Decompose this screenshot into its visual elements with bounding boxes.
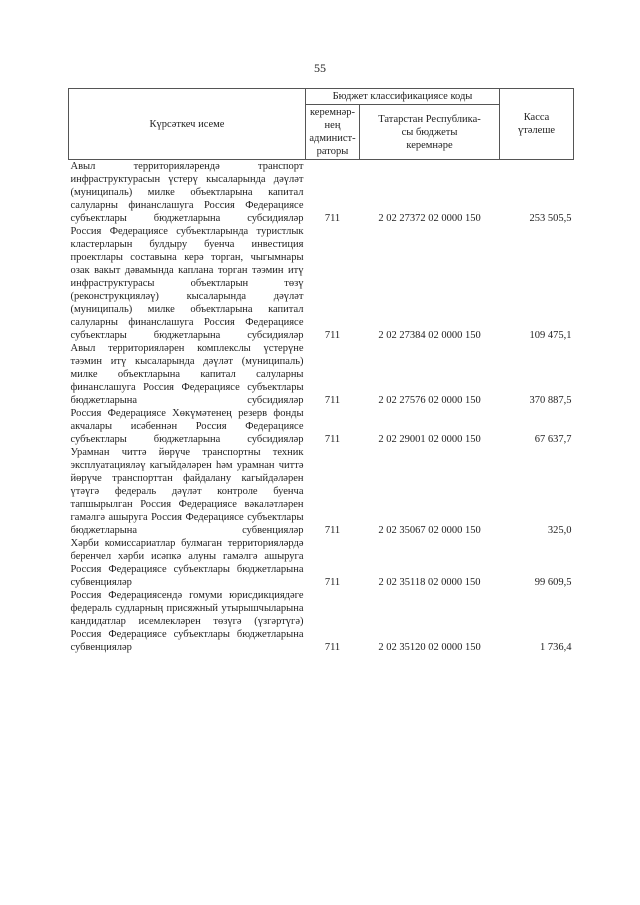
- row-admin-code: 711: [324, 213, 341, 224]
- header-revenue-line-3: керемнәре: [406, 139, 453, 151]
- table-row: [69, 407, 574, 446]
- row-revenue-code: 2 02 27372 02 0000 150: [378, 213, 481, 224]
- row-indicator-name: [69, 407, 306, 446]
- row-indicator-name: [69, 589, 306, 654]
- row-name-text: Россия Федерациясе Хөкүмәтенең резерв фонды акчалары исәбеннән Россия Федерациясе субъектлары бюджетларына субсидияләр: [70, 408, 304, 445]
- row-revenue-code: 2 02 27384 02 0000 150: [378, 330, 481, 341]
- row-name-text: Россия Федерациясендә гомуми юрисдикциядәге федераль судларның присяжный утырышчыларына кандидатлар исемлекләрен төзүгә (үзгәртүгә) Россия Федерациясе субъектлары бюджетларына субвенцияләр: [70, 590, 304, 653]
- row-cash-amount: 370 887,5: [529, 395, 572, 406]
- row-cash-amount: 109 475,1: [529, 330, 572, 341]
- table-row: [69, 537, 574, 589]
- header-admin-line-3: админист-: [309, 133, 356, 144]
- header-revenue-line-2: сы бюджеты: [401, 126, 458, 138]
- row-admin-code: 711: [324, 330, 341, 341]
- table-row: [69, 342, 574, 407]
- row-cash-amount: 67 637,7: [534, 434, 572, 445]
- header-admin-line-2: нең: [324, 120, 341, 131]
- header-revenue-administrator: [306, 105, 360, 160]
- row-revenue-code: 2 02 35067 02 0000 150: [378, 525, 481, 536]
- row-revenue-code: 2 02 27576 02 0000 150: [378, 395, 481, 406]
- table-row: [69, 225, 574, 342]
- row-name-text: Хәрби комиссариатлар булмаган территорияләрдә беренчел хәрби исәпкә алуны гамәлгә ашыруга Россия Федерациясе субъектлары бюджетларына субвенцияләр: [70, 538, 304, 588]
- row-name-text: Россия Федерациясе субъектларында туристлык кластерларын булдыру буенча инвестиция проектлары составына керә торган, чыгымнары озак вакыт дәвамында каплана торган тәэмин итү инфраструктурасы объектларын төзү (реконструкцияләү) кысаларында дәүләт (муниципаль) милке объектларына капитал салуларны финанслашуга Россия Федерациясе субъектлары бюджетларына субсидияләр: [70, 226, 304, 341]
- row-admin-code: 711: [324, 577, 341, 588]
- header-admin-line-1: керемнәр-: [309, 107, 356, 118]
- row-indicator-name: [69, 160, 306, 226]
- row-admin-code: 711: [324, 434, 341, 445]
- header-amount-line-1: Касса: [523, 112, 550, 123]
- table-header: [69, 89, 574, 160]
- row-admin-code: 711: [324, 525, 341, 536]
- row-revenue-code: 2 02 35120 02 0000 150: [378, 642, 481, 653]
- row-indicator-name: [69, 225, 306, 342]
- header-republic-budget-revenues: [360, 105, 500, 160]
- header-revenue-line-1: Татарстан Республика-: [378, 113, 481, 125]
- row-indicator-name: [69, 446, 306, 537]
- header-indicator-name: Күрсәткеч исеме: [69, 89, 306, 160]
- header-admin-line-4: раторы: [316, 146, 349, 157]
- row-indicator-name: [69, 342, 306, 407]
- header-amount-line-2: үтәлеше: [517, 125, 556, 136]
- budget-revenue-table: [68, 88, 574, 654]
- table-row: [69, 589, 574, 654]
- row-revenue-code: 2 02 35118 02 0000 150: [378, 577, 481, 588]
- row-cash-amount: 325,0: [547, 525, 572, 536]
- row-name-text: Урамнан читтә йөрүче транспортны техник эксплуатацияләү кагыйдәләрен һәм урамнан читтә йөрүче транспорттан файдалану кагыйдәләрен үтәүгә федераль дәүләт контроле буенча тапшырылган Россия Федерациясе вәкаләтләрен гамәлгә ашыруга Россия Федерациясе субъектлары бюджетларына субвенцияләр: [70, 447, 304, 536]
- table-row: [69, 160, 574, 226]
- row-indicator-name: [69, 537, 306, 589]
- header-budget-classification-code: Бюджет классификациясе коды: [306, 89, 500, 105]
- header-cash-execution: [500, 89, 574, 160]
- row-name-text: Авыл территорияләрендә транспорт инфраструктурасын үстерү кысаларында дәүләт (муниципаль) милке объектларына капитал салуларны финанслашуга Россия Федерациясе субъектлары бюджетларына субсидияләр: [70, 161, 304, 224]
- row-admin-code: 711: [324, 395, 341, 406]
- row-cash-amount: 253 505,5: [529, 213, 572, 224]
- row-admin-code: 711: [324, 642, 341, 653]
- row-revenue-code: 2 02 29001 02 0000 150: [378, 434, 481, 445]
- row-cash-amount: 99 609,5: [534, 577, 572, 588]
- table-row: [69, 446, 574, 537]
- row-name-text: Авыл территорияләрен комплекслы үстерүне тәэмин итү кысаларында дәүләт (муниципаль) милке объектларына капитал салуларны финанслашуга Россия Федерациясе субъектлары бюджетларына субсидияләр: [70, 343, 304, 406]
- table-body: [69, 160, 574, 655]
- page-number: 55: [314, 61, 326, 75]
- row-cash-amount: 1 736,4: [540, 642, 572, 653]
